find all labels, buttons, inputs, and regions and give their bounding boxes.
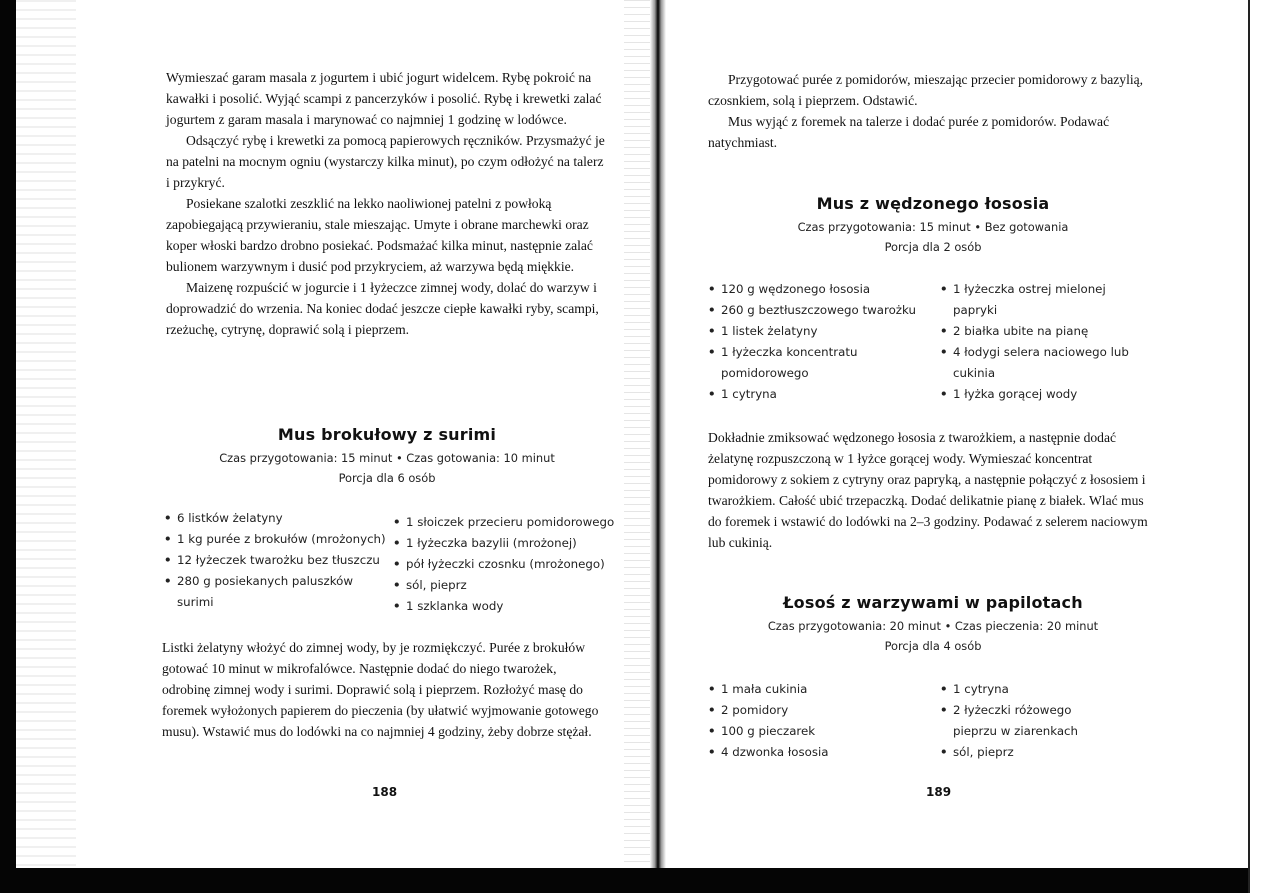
ingredient-item: • 2 łyżeczki różowego pieprzu w ziarenkach [940,700,1103,742]
ingredient-item: • 100 g pieczarek [708,721,933,742]
scan-noise-left [16,0,76,868]
ingredient-item: • 12 łyżeczek twarożku bez tłuszczu [164,550,379,571]
ingredient-list-right [940,279,1155,405]
ingredient-list-right [393,512,615,617]
ingredient-list-right [940,679,1155,763]
recipe-title: Mus z wędzonego łososia [816,194,1050,213]
ingredient-item: • 1 łyżeczka koncentratu pomidorowego [708,342,871,384]
book-spine [650,0,666,868]
ingredient-item: • pół łyżeczki czosnku (mrożonego) [393,554,615,575]
recipe-portion: Porcja dla 4 osób [884,639,982,653]
recipe-time: Czas przygotowania: 15 minut • Czas gotowania: 10 minut [219,451,555,465]
right-intro-text [708,69,1156,153]
ingredient-item: • 1 cytryna [708,384,933,405]
recipe-meta [708,616,1158,656]
ingredient-item: • 1 cytryna [940,679,1155,700]
ingredient-item: • 1 łyżeczka ostrej mielonej papryki [940,279,1143,321]
ingredient-item: • 1 mała cukinia [708,679,933,700]
recipe-title: Łosoś z warzywami w papilotach [783,593,1083,612]
ingredient-item: • 260 g beztłuszczowego twarożku [708,300,933,321]
paragraph: Mus wyjąć z foremek na talerze i dodać purée z pomidorów. Podawać natychmiast. [708,114,1110,150]
ingredient-item: • 280 g posiekanych paluszków surimi [164,571,357,613]
ingredient-item: • sól, pieprz [940,742,1155,763]
ingredient-item: • 4 łodygi selera naciowego lub cukinia [940,342,1133,384]
paragraph: Listki żelatyny włożyć do zimnej wody, by je rozmiękczyć. Purée z brokułów gotować 10 minut w mikrofalówce. Następnie dodać do niego twarożek, odrobinę zimnej wody i surimi. Doprawić solą i pieprzem. Rozłożyć masę do foremek wyłożonych papierem do pieczenia (by ułatwić wyjmowanie gotowego musu). Wstawić mus do lodówki na co najmniej 4 godziny, żeby dobrze stężał. [162,640,599,739]
ingredient-item: • 2 białka ubite na pianę [940,321,1155,342]
ingredient-item: • 4 dzwonka łososia [708,742,933,763]
recipe-time: Czas przygotowania: 15 minut • Bez gotowania [797,220,1069,234]
page-number-left: 188 [372,785,398,799]
ingredient-item: • sól, pieprz [393,575,615,596]
ingredient-item: • 6 listków żelatyny [164,508,379,529]
left-instructions [162,637,608,742]
ingredient-item: • 1 łyżka gorącej wody [940,384,1155,405]
recipe-meta [166,448,608,488]
paragraph: Przygotować purée z pomidorów, mieszając przecier pomidorowy z bazylią, czosnkiem, solą i pieprzem. Odstawić. [708,72,1144,108]
ingredient-item: • 1 słoiczek przecieru pomidorowego [393,512,615,533]
right-instructions [708,427,1158,553]
ingredient-item: • 1 łyżeczka bazylii (mrożonej) [393,533,615,554]
left-intro-text [166,67,608,340]
ingredient-list-left [164,508,386,613]
paragraph: Odsączyć rybę i krewetki za pomocą papierowych ręczników. Przysmażyć je na patelni na mocnym ogniu (wystarczy kilka minut), po czym odłożyć na talerz i przykryć. [166,133,605,190]
recipe-meta [708,217,1158,257]
scan-shadow-right [1248,0,1262,893]
ingredient-item: • 1 szklanka wody [393,596,615,617]
paragraph: Posiekane szalotki zeszklić na lekko naoliwionej patelni z powłoką zapobiegającą przywieraniu, stale mieszając. Umyte i obrane marchewki oraz koper włoski bardzo drobno posiekać. Podsmażać kilka minut, następnie zalać bulionem warzywnym i dusić pod przykryciem, aż warzywa będą miękkie. [166,196,593,274]
ingredient-item: • 1 listek żelatyny [708,321,933,342]
paragraph: Maizenę rozpuścić w jogurcie i 1 łyżeczce zimnej wody, dolać do warzyw i doprowadzić do wrzenia. Na koniec dodać jeszcze ciepłe kawałki ryby, scampi, rzeżuchę, cytrynę, doprawić solą i pieprzem. [166,280,599,337]
ingredient-list-left [708,679,933,763]
ingredient-item: • 2 pomidory [708,700,933,721]
scan-shadow-left [0,0,16,893]
ingredient-item: • 1 kg purée z brokułów (mrożonych) [164,529,379,550]
recipe-portion: Porcja dla 2 osób [884,240,982,254]
scan-shadow-bottom [0,868,1262,893]
recipe-portion: Porcja dla 6 osób [338,471,436,485]
recipe-time: Czas przygotowania: 20 minut • Czas pieczenia: 20 minut [767,619,1099,633]
paragraph: Dokładnie zmiksować wędzonego łososia z twarożkiem, a następnie dodać żelatynę rozpuszczoną w 1 łyżce gorącej wody. Wymieszać koncentrat pomidorowy z sokiem z cytryny oraz papryką, a następnie połączyć z łososiem i twarożkiem. Całość ubić trzepaczką. Dodać delikatnie pianę z białek. Wlać mus do foremek i wstawić do lodówki na 2–3 godziny. Podawać z selerem naciowym lub cukinią. [708,430,1148,550]
scan-noise-gutter [624,0,650,868]
ingredient-item: • 120 g wędzonego łososia [708,279,933,300]
page-number-right: 189 [926,785,952,799]
paragraph: Wymieszać garam masala z jogurtem i ubić jogurt widelcem. Rybę pokroić na kawałki i posolić. Wyjąć scampi z pancerzyków i posolić. Rybę i krewetki zalać jogurtem z garam masala i marynować co najmniej 1 godzinę w lodówce. [166,70,602,127]
recipe-title: Mus brokułowy z surimi [277,425,497,444]
ingredient-list-left [708,279,933,405]
